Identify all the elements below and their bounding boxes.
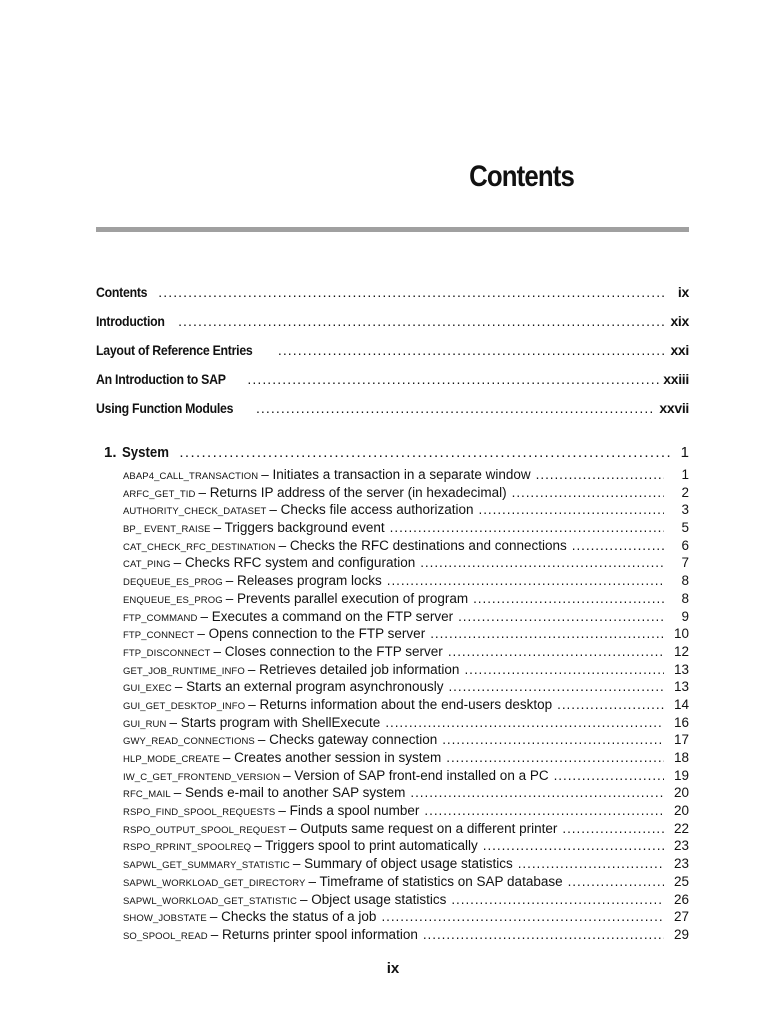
leader-dots	[178, 313, 666, 329]
function-description: – Outputs same request on a different printer	[288, 820, 558, 836]
page-number: ix	[386, 960, 400, 977]
toc-entry[interactable]	[123, 892, 689, 910]
toc-entry[interactable]	[123, 697, 689, 715]
toc-label: Using Function Modules	[96, 400, 234, 416]
toc-row[interactable]	[96, 342, 689, 371]
entry-page: 7	[681, 555, 689, 571]
entry-page: 6	[681, 537, 689, 553]
function-name: ARFC_GET_TID	[123, 488, 196, 500]
function-description: – Object usage statistics	[300, 891, 447, 907]
function-description: – Returns printer spool information	[210, 926, 418, 942]
function-description: – Returns information about the end-users desktop	[248, 696, 553, 712]
toc-page: xxvii	[659, 400, 689, 416]
toc-label: Introduction	[96, 313, 165, 329]
function-name: SAPWL_GET_SUMMARY_STATISTIC	[123, 860, 290, 872]
function-name: AUTHORITY_CHECK_DATASET	[123, 506, 267, 518]
chapter-heading[interactable]	[104, 444, 689, 461]
function-description: – Returns IP address of the server (in hexadecimal)	[198, 484, 507, 500]
toc-entry[interactable]	[123, 502, 689, 520]
toc-row[interactable]	[96, 400, 689, 429]
entry-page: 1	[681, 467, 689, 482]
function-description: – Starts program with ShellExecute	[169, 714, 381, 730]
leader-dots	[557, 697, 664, 712]
toc-entry[interactable]	[123, 927, 689, 945]
toc-entry[interactable]	[123, 573, 689, 591]
function-name: GUI_RUN	[123, 718, 167, 730]
function-description: – Checks file access authorization	[269, 502, 474, 518]
leader-dots	[518, 856, 664, 871]
toc-entry[interactable]	[123, 467, 689, 485]
function-description: – Closes connection to the FTP server	[213, 643, 443, 659]
toc-page: xix	[670, 313, 689, 329]
function-name: FTP_CONNECT	[123, 630, 195, 642]
toc-label: Contents	[96, 284, 148, 300]
entry-page: 10	[673, 626, 689, 642]
leader-dots	[446, 750, 664, 765]
function-name: FTP_COMMAND	[123, 612, 198, 624]
entry-page: 26	[673, 891, 689, 907]
toc-entry[interactable]	[123, 821, 689, 839]
leader-dots	[442, 732, 664, 747]
function-description: – Summary of object usage statistics	[292, 856, 513, 872]
function-description: – Checks gateway connection	[257, 732, 438, 748]
chapter-label: System	[122, 444, 169, 461]
leader-dots	[568, 874, 664, 889]
leader-dots	[448, 679, 664, 694]
toc-entry[interactable]	[123, 538, 689, 556]
leader-dots	[512, 485, 664, 500]
function-description: – Retrieves detailed job information	[247, 661, 460, 677]
toc-label: Layout of Reference Entries	[96, 342, 253, 358]
entry-page: 13	[673, 679, 689, 695]
function-name: FTP_DISCONNECT	[123, 647, 211, 659]
function-name: RSPO_OUTPUT_SPOOL_REQUEST	[123, 824, 286, 836]
toc-page: ix	[677, 284, 689, 300]
leader-dots	[256, 400, 655, 416]
toc-entry[interactable]	[123, 803, 689, 821]
chapter-page: 1	[680, 444, 689, 461]
toc-entry[interactable]	[123, 591, 689, 609]
entry-page: 19	[673, 767, 689, 783]
function-name: GUI_EXEC	[123, 683, 172, 695]
toc-entry[interactable]	[123, 520, 689, 538]
toc-entry[interactable]	[123, 768, 689, 786]
toc-entry[interactable]	[123, 785, 689, 803]
function-name: ABAP4_CALL_TRANSACTION	[123, 471, 259, 482]
toc-entry[interactable]	[123, 679, 689, 697]
function-name: RSPO_FIND_SPOOL_REQUESTS	[123, 807, 276, 819]
leader-dots	[554, 768, 664, 783]
function-description: – Triggers spool to print automatically	[254, 838, 478, 854]
entry-page: 18	[673, 750, 689, 765]
leader-dots	[536, 467, 664, 482]
leader-dots	[158, 284, 667, 300]
leader-dots	[410, 785, 664, 800]
function-name: HLP_MODE_CREATE	[123, 754, 220, 765]
function-name: SAPWL_WORKLOAD_GET_STATISTIC	[123, 895, 298, 907]
leader-dots	[420, 555, 664, 570]
toc-entry[interactable]	[123, 874, 689, 892]
toc-entry[interactable]	[123, 626, 689, 644]
entry-page: 16	[673, 714, 689, 730]
entry-page: 17	[673, 732, 689, 748]
function-name: BP_ EVENT_RAISE	[123, 524, 211, 536]
function-description: – Finds a spool number	[278, 803, 420, 819]
function-name: IW_C_GET_FRONTEND_VERSION	[123, 771, 281, 783]
function-name: RSPO_RPRINT_SPOOLREQ	[123, 842, 252, 854]
entry-page: 2	[681, 484, 689, 500]
toc-entry[interactable]	[123, 909, 689, 927]
entry-page: 27	[673, 909, 689, 925]
leader-dots	[483, 838, 664, 853]
entry-page: 3	[681, 502, 689, 518]
function-name: SHOW_JOBSTATE	[123, 913, 207, 925]
entry-page: 13	[673, 661, 689, 677]
function-name: GET_JOB_RUNTIME_INFO	[123, 665, 245, 677]
leader-dots	[247, 371, 659, 387]
function-name: GWY_READ_CONNECTIONS	[123, 736, 255, 748]
entry-page: 25	[673, 873, 689, 889]
toc-entry[interactable]	[123, 715, 689, 733]
function-description: – Creates another session in system	[222, 750, 442, 765]
function-name: GUI_GET_DESKTOP_INFO	[123, 700, 246, 712]
function-description: – Version of SAP front-end installed on a PC	[283, 767, 549, 783]
function-description: – Executes a command on the FTP server	[200, 608, 454, 624]
function-name: RFC_MAIL	[123, 789, 171, 801]
leader-dots	[381, 909, 664, 924]
toc-entry[interactable]	[123, 732, 689, 750]
function-description: – Checks the RFC destinations and connections	[278, 537, 567, 553]
toc-label: An Introduction to SAP	[96, 371, 226, 387]
toc-page: xxiii	[663, 371, 689, 387]
function-description: – Triggers background event	[213, 520, 385, 536]
leader-dots	[479, 502, 664, 517]
function-name: SAPWL_WORKLOAD_GET_DIRECTORY	[123, 877, 306, 889]
function-description: – Timeframe of statistics on SAP database	[308, 873, 563, 889]
leader-dots	[572, 538, 664, 553]
page-title: Contents	[469, 160, 574, 193]
toc-entry[interactable]	[123, 856, 689, 874]
function-name: DEQUEUE_ES_PROG	[123, 577, 223, 589]
leader-dots	[179, 444, 671, 461]
leader-dots	[458, 609, 664, 624]
leader-dots	[390, 520, 664, 535]
leader-dots	[387, 573, 664, 588]
entry-page: 12	[673, 643, 689, 659]
function-description: – Releases program locks	[225, 573, 382, 589]
toc-entry[interactable]	[123, 555, 689, 573]
leader-dots	[448, 644, 664, 659]
entry-page: 23	[673, 856, 689, 872]
toc-entry[interactable]	[123, 838, 689, 856]
entry-page: 22	[673, 820, 689, 836]
toc-row[interactable]	[96, 284, 689, 313]
function-name: SO_SPOOL_READ	[123, 930, 208, 942]
title-rule	[96, 227, 689, 232]
chapter-number: 1.	[104, 444, 117, 461]
entry-page: 20	[673, 785, 689, 801]
entry-page: 8	[681, 590, 689, 606]
leader-dots	[451, 892, 664, 907]
entry-page: 9	[681, 608, 689, 624]
function-name: CAT_CHECK_RFC_DESTINATION	[123, 541, 276, 553]
toc-entry[interactable]	[123, 644, 689, 662]
entry-page: 29	[673, 926, 689, 942]
leader-dots	[464, 662, 664, 677]
function-description: – Sends e-mail to another SAP system	[173, 785, 406, 801]
entry-page: 8	[681, 573, 689, 589]
leader-dots	[473, 591, 664, 606]
leader-dots	[424, 803, 664, 818]
toc-entry[interactable]	[123, 662, 689, 680]
leader-dots	[278, 342, 667, 358]
function-name: CAT_PING	[123, 559, 171, 571]
entry-page: 20	[673, 803, 689, 819]
function-description: – Starts an external program asynchronously	[174, 679, 444, 695]
function-name: ENQUEUE_ES_PROG	[123, 594, 223, 606]
function-description: – Opens connection to the FTP server	[197, 626, 426, 642]
function-description: – Checks RFC system and configuration	[173, 555, 416, 571]
toc-entry[interactable]	[123, 609, 689, 627]
entry-page: 5	[681, 520, 689, 536]
entry-list	[123, 467, 689, 945]
toc-entry[interactable]	[123, 485, 689, 503]
toc-row[interactable]	[96, 313, 689, 342]
function-description: – Prevents parallel execution of program	[225, 590, 469, 606]
leader-dots	[430, 626, 664, 641]
front-matter-list	[96, 284, 689, 429]
leader-dots	[423, 927, 664, 942]
function-description: – Initiates a transaction in a separate window	[261, 467, 531, 482]
function-description: – Checks the status of a job	[209, 909, 377, 925]
toc-row[interactable]	[96, 371, 689, 400]
toc-entry[interactable]	[123, 750, 689, 768]
toc-page: xxi	[670, 342, 689, 358]
entry-page: 14	[673, 696, 689, 712]
leader-dots	[385, 715, 664, 730]
entry-page: 23	[673, 838, 689, 854]
leader-dots	[562, 821, 664, 836]
